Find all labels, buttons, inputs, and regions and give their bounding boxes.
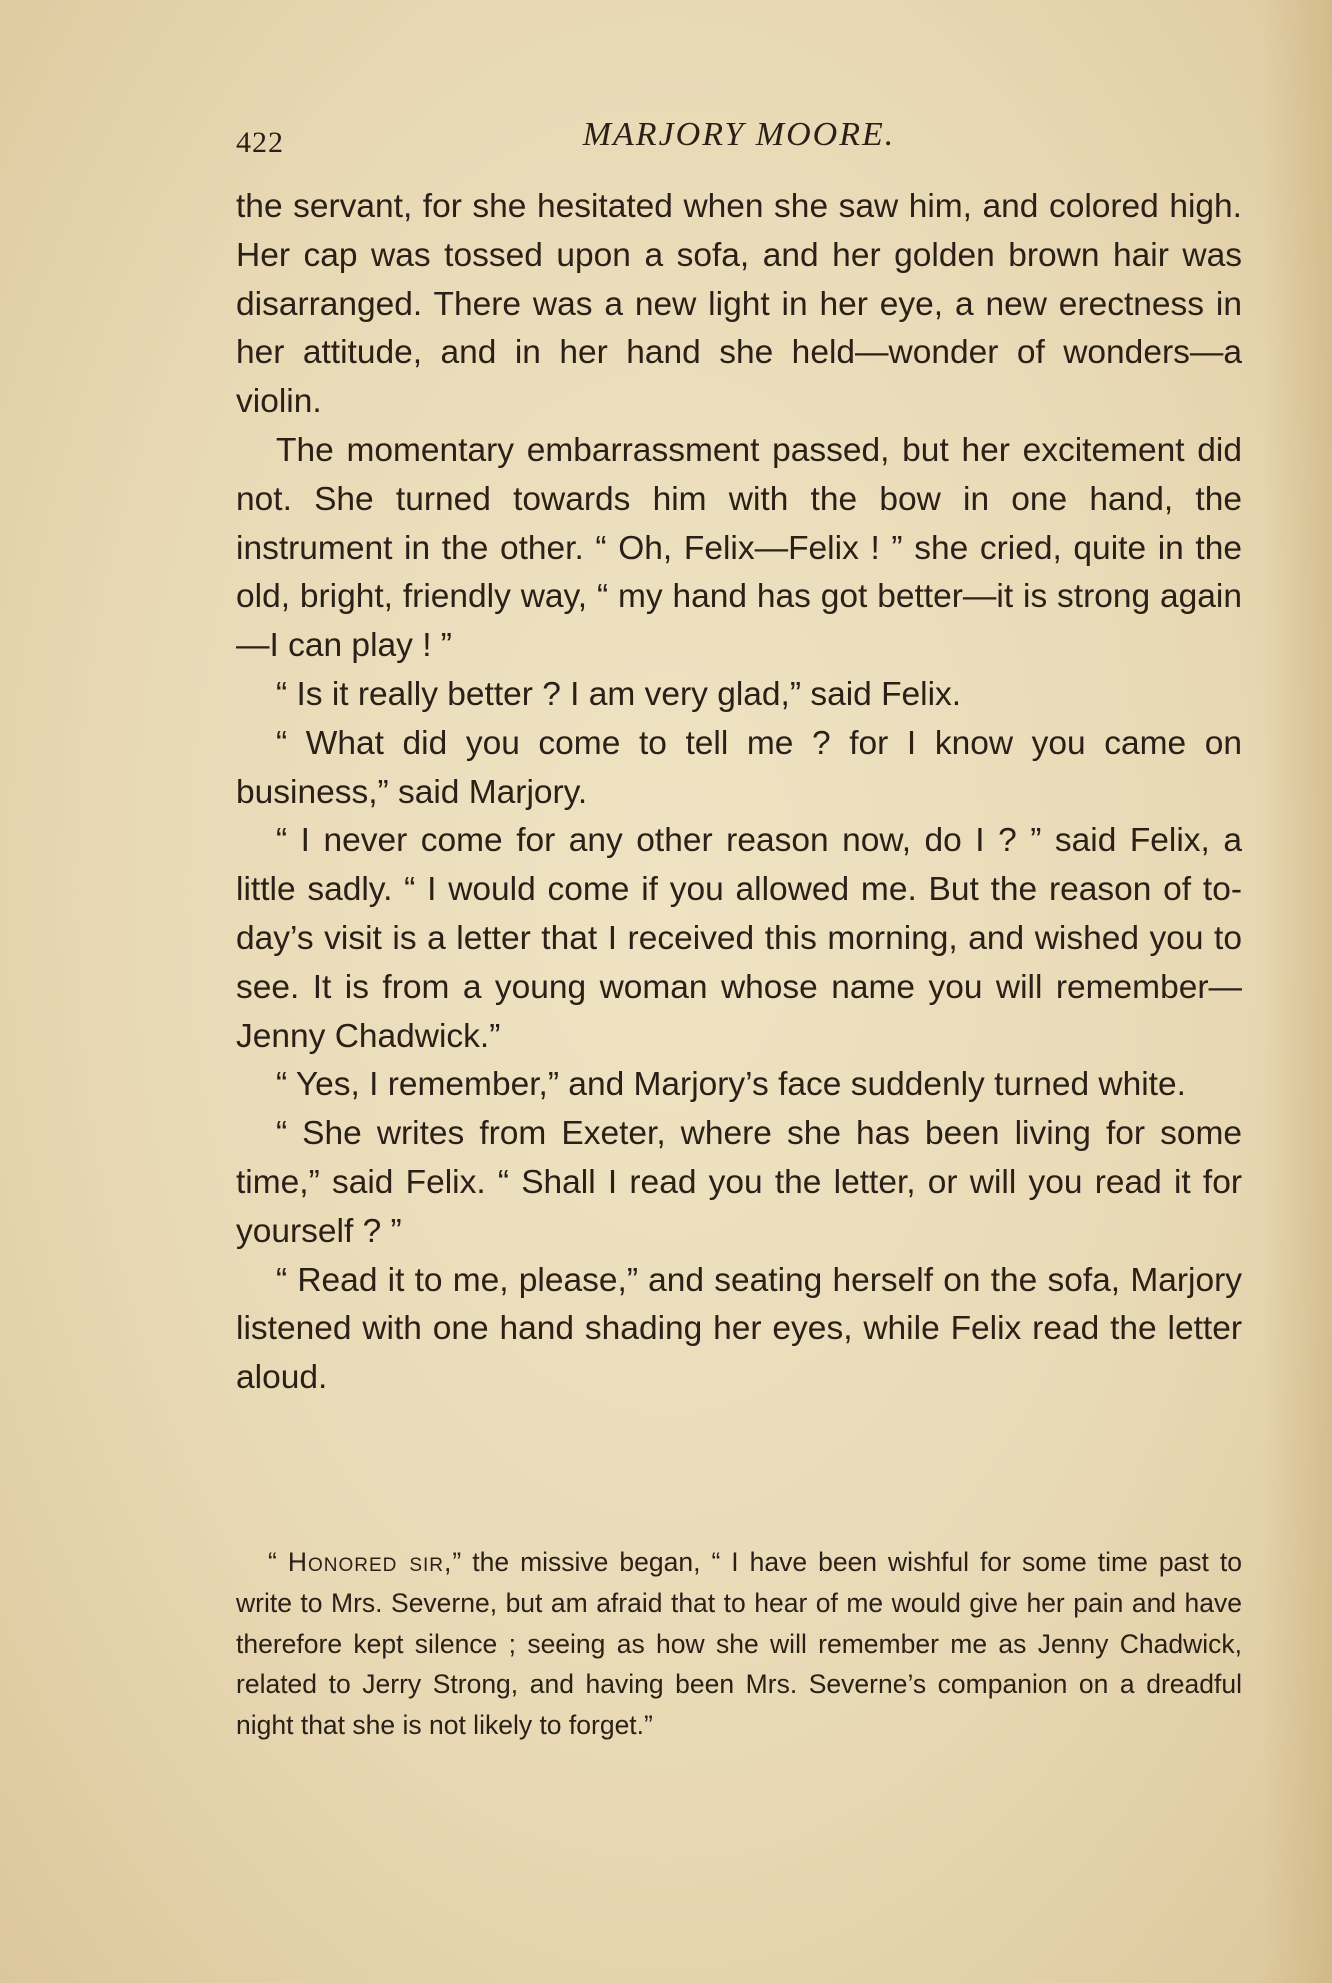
paragraph: “ I never come for any other reason now, do I ? ” said Felix, a little sadly. “ I would come if you allowed me. But the reason of to-day’s visit is a letter that I received this morning, and wished you to see. It is from a young woman whose name you will remember—Jenny Chadwick.” — [236, 822, 1242, 1055]
paragraph: “ Yes, I remember,” and Marjory’s face suddenly turned white. — [276, 1066, 1186, 1104]
paragraph: “ What did you come to tell me ? for I know you came on business,” said Marjory. — [236, 724, 1242, 811]
running-head — [236, 112, 1242, 162]
paragraph: “ She writes from Exeter, where she has been living for some time,” said Felix. “ Shall I read you the letter, or will you read it for yourself ? ” — [236, 1115, 1242, 1250]
letter-salutation: Honored sir, — [287, 1547, 453, 1577]
quoted-letter — [236, 1542, 1242, 1746]
letter-open-quote: “ — [268, 1547, 288, 1577]
paragraph: “ Read it to me, please,” and seating herself on the sofa, Marjory listened with one hand shading her eyes, while Felix read the letter aloud. — [236, 1261, 1242, 1397]
book-title: MARJORY MOORE. — [582, 116, 896, 153]
letter-text: ” the missive began, “ I have been wishful for some time past to write to Mrs. Severne, but am afraid that to hear of me would give her pain and have therefore kept silence ; seeing as how she will remember me as Jenny Chadwick, related to Jerry Strong, and having been Mrs. Severne’s companion on a dreadful night that she is not likely to forget.” — [236, 1547, 1243, 1741]
paragraph: the servant, for she hesitated when she saw him, and colored high. Her cap was tossed upon a sofa, and her golden brown hair was disarranged. There was a new light in her eye, a new erectness in her attitude, and in her hand she held—wonder of wonders—a violin. — [236, 188, 1242, 421]
body-text — [236, 183, 1242, 1403]
paragraph: “ Is it really better ? I am very glad,” said Felix. — [276, 675, 962, 713]
page-number: 422 — [236, 126, 284, 159]
letter-paragraph — [236, 1542, 1242, 1746]
paragraph: The momentary embarrassment passed, but her excitement did not. She turned towards him with the bow in one hand, the instrument in the other. “ Oh, Felix—Felix ! ” she cried, quite in the old, bright, friendly way, “ my hand has got better—it is strong again—I can play ! ” — [236, 431, 1242, 665]
